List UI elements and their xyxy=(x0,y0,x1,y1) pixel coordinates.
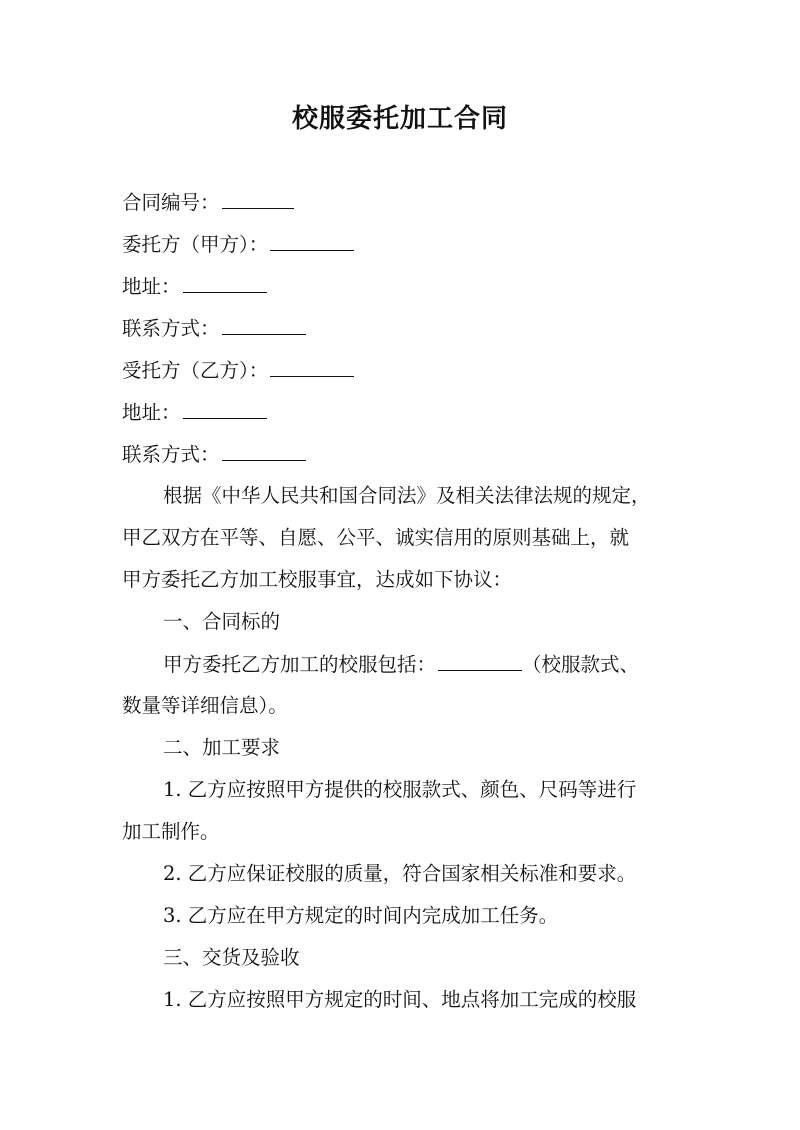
blank-line xyxy=(438,652,522,671)
section1-paragraph-cont: 数量等详细信息）。 xyxy=(122,694,288,717)
paragraph-text: 甲方委托乙方加工的校服包括： xyxy=(163,653,437,676)
clause-item: 2. 乙方应保证校服的质量，符合国家相关标准和要求。 xyxy=(163,862,637,885)
field-label: 受托方（乙方）： xyxy=(122,359,269,382)
field-label: 地址： xyxy=(122,401,181,424)
blank-line xyxy=(183,400,267,419)
field-party-b-contact xyxy=(122,442,306,467)
field-label: 联系方式： xyxy=(122,317,220,340)
section-heading: 一、合同标的 xyxy=(163,610,281,633)
section1-paragraph xyxy=(163,652,639,677)
paragraph-text: （校服款式、 xyxy=(522,653,640,676)
blank-line xyxy=(270,232,354,251)
field-party-b-address xyxy=(122,400,267,425)
field-party-a-contact xyxy=(122,316,306,341)
preamble-line: 根据《中华人民共和国合同法》及相关法律法规的规定， xyxy=(163,484,651,507)
field-label: 联系方式： xyxy=(122,443,220,466)
field-party-a-address xyxy=(122,274,267,299)
clause-item-cont: 加工制作。 xyxy=(122,820,220,843)
blank-line xyxy=(222,190,294,209)
blank-line xyxy=(270,358,354,377)
field-party-b xyxy=(122,358,354,383)
clause-item: 1. 乙方应按照甲方提供的校服款式、颜色、尺码等进行 xyxy=(163,778,637,801)
section-heading: 二、加工要求 xyxy=(163,736,281,759)
field-contract-number xyxy=(122,190,294,215)
preamble-line: 甲方委托乙方加工校服事宜，达成如下协议： xyxy=(122,568,513,591)
field-label: 地址： xyxy=(122,275,181,298)
blank-line xyxy=(183,274,267,293)
clause-item: 1. 乙方应按照甲方规定的时间、地点将加工完成的校服 xyxy=(163,988,637,1011)
field-label: 委托方（甲方）： xyxy=(122,233,269,256)
clause-item: 3. 乙方应在甲方规定的时间内完成加工任务。 xyxy=(163,904,559,927)
field-party-a xyxy=(122,232,354,257)
preamble-line: 甲乙双方在平等、自愿、公平、诚实信用的原则基础上，就 xyxy=(122,526,630,549)
document-title: 校服委托加工合同 xyxy=(291,104,508,134)
field-label: 合同编号： xyxy=(122,191,220,214)
blank-line xyxy=(222,316,306,335)
section-heading: 三、交货及验收 xyxy=(163,946,300,969)
blank-line xyxy=(222,442,306,461)
